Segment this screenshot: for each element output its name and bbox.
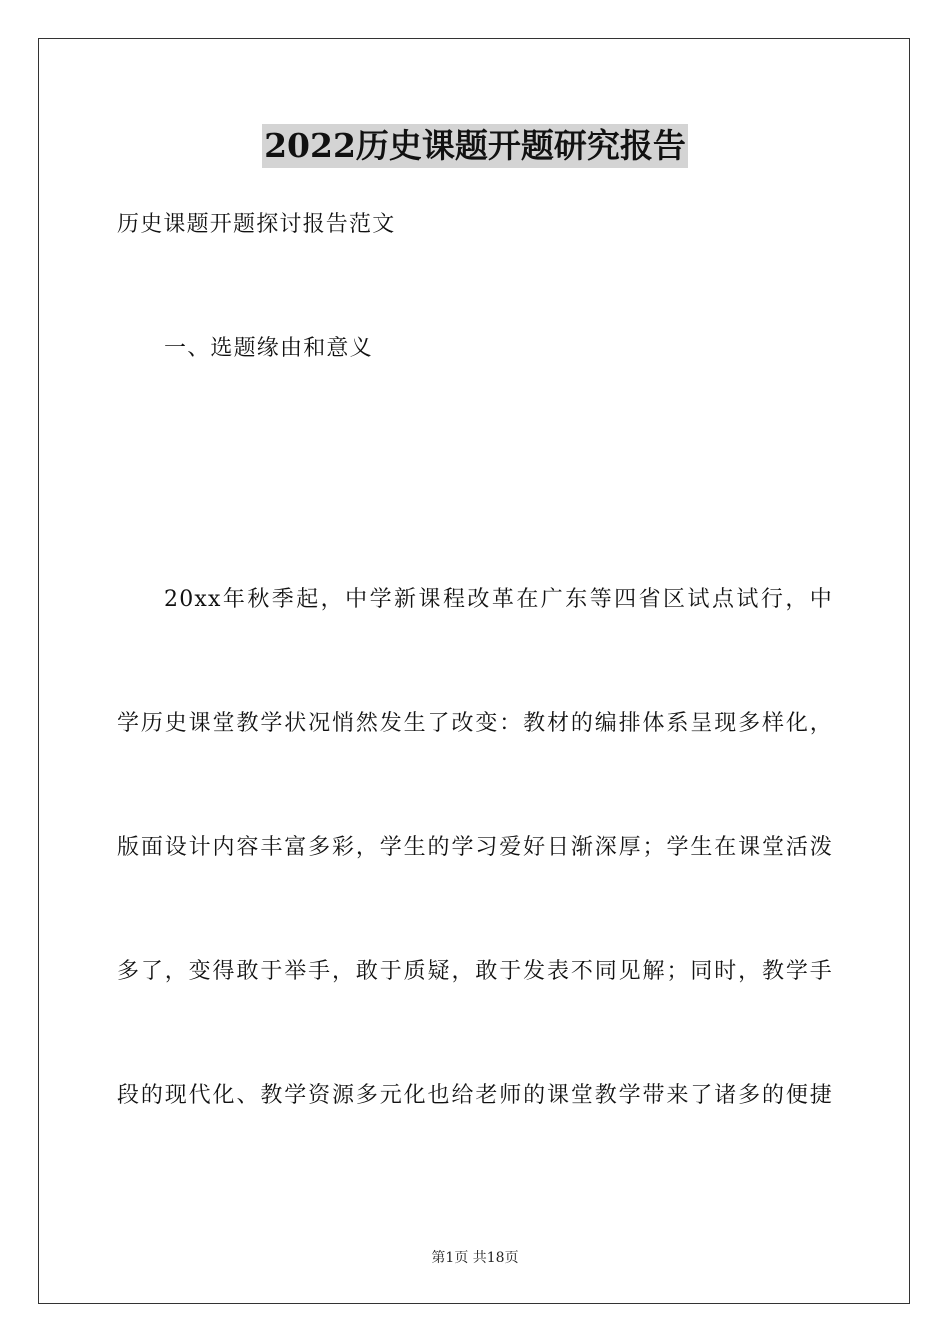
paragraph-line-1: 20xx年秋季起，中学新课程改革在广东等四省区试点试行，中 [164, 587, 833, 612]
paragraph-line-5: 段的现代化、教学资源多元化也给老师的课堂教学带来了诸多的便捷 [117, 1083, 833, 1108]
page-number-footer: 第1页 共18页 [431, 1250, 519, 1266]
document-subtitle: 历史课题开题探讨报告范文 [117, 212, 396, 237]
title-container [0, 124, 950, 168]
document-title: 2022历史课题开题研究报告 [262, 124, 688, 168]
section-heading: 一、选题缘由和意义 [164, 336, 373, 361]
paragraph-line-3: 版面设计内容丰富多彩，学生的学习爱好日渐深厚；学生在课堂活泼 [117, 835, 833, 860]
paragraph-line-4: 多了，变得敢于举手，敢于质疑，敢于发表不同见解；同时，教学手 [117, 959, 833, 984]
paragraph-line-2: 学历史课堂教学状况悄然发生了改变：教材的编排体系呈现多样化， [117, 711, 833, 736]
